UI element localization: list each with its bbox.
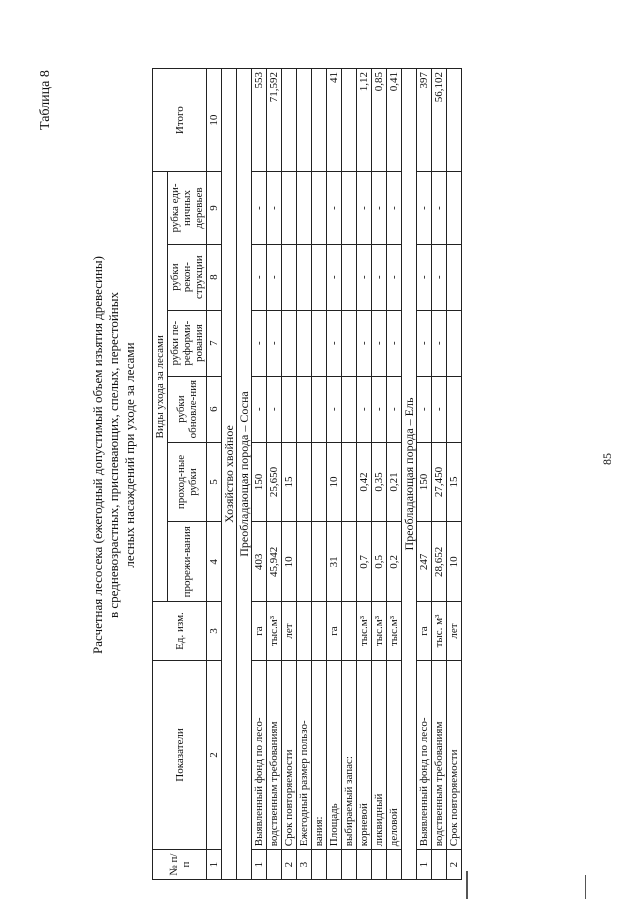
scan-mark — [466, 871, 468, 899]
value-cell: 403 — [252, 522, 267, 602]
value-cell: 553 — [252, 69, 267, 172]
value-cell: 10 — [327, 442, 342, 522]
table-row — [267, 69, 282, 880]
colnum-6: 6 — [207, 376, 222, 442]
value-cell — [312, 310, 327, 376]
value-cell — [447, 376, 462, 442]
value-cell: - — [432, 376, 447, 442]
colnum-2: 2 — [207, 660, 222, 849]
value-cell: 15 — [282, 442, 297, 522]
row-number — [432, 850, 447, 880]
row-number — [357, 850, 372, 880]
table-row — [312, 69, 327, 880]
table-body — [153, 69, 462, 880]
value-cell: - — [327, 244, 342, 310]
colnum-8: 8 — [207, 244, 222, 310]
unit-cell: лет — [447, 602, 462, 661]
table-row — [432, 69, 447, 880]
value-cell: - — [357, 244, 372, 310]
title-line-2: в средневозрастных, приспевающих, спелых, перестойных — [106, 292, 121, 618]
value-cell: 1,12 — [357, 69, 372, 172]
colnum-9: 9 — [207, 172, 222, 244]
unit-cell — [342, 602, 357, 661]
value-cell: 71,592 — [267, 69, 282, 172]
header-unit: Ед. изм. — [153, 602, 207, 661]
unit-cell: тыс.м³ — [387, 602, 402, 661]
row-number: 1 — [252, 850, 267, 880]
value-cell: - — [252, 310, 267, 376]
value-cell — [282, 172, 297, 244]
value-cell: 0,5 — [372, 522, 387, 602]
value-cell: - — [267, 172, 282, 244]
value-cell: 56,102 — [432, 69, 447, 172]
value-cell: - — [357, 310, 372, 376]
value-cell: 25,650 — [267, 442, 282, 522]
colnum-1: 1 — [207, 850, 222, 880]
value-cell: - — [387, 244, 402, 310]
value-cell — [342, 69, 357, 172]
header-care-types: Виды ухода за лесами — [153, 172, 168, 602]
value-cell — [342, 244, 357, 310]
table-title — [90, 155, 138, 755]
indicator-cell: Выявленный фонд по лесо- — [417, 660, 432, 849]
value-cell: - — [267, 376, 282, 442]
indicator-cell: Срок повторяемости — [447, 660, 462, 849]
row-number — [327, 850, 342, 880]
indicator-cell: водственным требованиям — [267, 660, 282, 849]
value-cell: - — [327, 310, 342, 376]
row-number: 1 — [417, 850, 432, 880]
row-number — [372, 850, 387, 880]
unit-cell: га — [417, 602, 432, 661]
value-cell — [312, 522, 327, 602]
section-row-spruce — [402, 69, 417, 880]
value-cell: - — [387, 310, 402, 376]
value-cell: - — [267, 244, 282, 310]
header-passage: проход-ные рубки — [168, 442, 207, 522]
unit-cell: тыс.м³ — [267, 602, 282, 661]
header-reformation: рубки пе-реформи-рования — [168, 310, 207, 376]
value-cell — [447, 69, 462, 172]
table-row — [342, 69, 357, 880]
header-renewal: рубки обновле-ния — [168, 376, 207, 442]
row-number — [312, 850, 327, 880]
value-cell: 10 — [282, 522, 297, 602]
value-cell — [447, 172, 462, 244]
table-row — [372, 69, 387, 880]
column-numbers-row — [207, 69, 222, 880]
indicator-cell: Ежегодный размер пользо- — [297, 660, 312, 849]
value-cell: 0,85 — [372, 69, 387, 172]
indicator-cell: Выявленный фонд по лесо- — [252, 660, 267, 849]
table-row — [357, 69, 372, 880]
value-cell: 0,2 — [387, 522, 402, 602]
value-cell: 0,42 — [357, 442, 372, 522]
table-row — [447, 69, 462, 880]
table-row — [252, 69, 267, 880]
colnum-10: 10 — [207, 69, 222, 172]
unit-cell: тыс.м³ — [357, 602, 372, 661]
value-cell: 45,942 — [267, 522, 282, 602]
header-thinning: прорежи-вания — [168, 522, 207, 602]
section-pine: Преобладающая порода – Сосна — [237, 69, 252, 880]
unit-cell: тыс. м³ — [432, 602, 447, 661]
section-spruce: Преобладающая порода – Ель — [402, 69, 417, 880]
value-cell: - — [417, 172, 432, 244]
colnum-3: 3 — [207, 602, 222, 661]
value-cell: 0,41 — [387, 69, 402, 172]
value-cell: - — [372, 376, 387, 442]
value-cell — [312, 69, 327, 172]
row-number — [267, 850, 282, 880]
title-line-3: лесных насаждений при уходе за лесами — [122, 342, 137, 568]
value-cell: - — [252, 172, 267, 244]
colnum-5: 5 — [207, 442, 222, 522]
allowable-cut-table — [152, 68, 462, 880]
value-cell — [312, 376, 327, 442]
header-num: № п/п — [153, 850, 207, 880]
value-cell: 31 — [327, 522, 342, 602]
value-cell: - — [357, 376, 372, 442]
value-cell: - — [417, 376, 432, 442]
page-number: 85 — [600, 453, 614, 465]
value-cell: 150 — [417, 442, 432, 522]
unit-cell: тыс.м³ — [372, 602, 387, 661]
value-cell: - — [357, 172, 372, 244]
scan-mark — [585, 875, 586, 899]
indicator-cell: корневой — [357, 660, 372, 849]
value-cell — [312, 172, 327, 244]
value-cell: 0,21 — [387, 442, 402, 522]
section-row-pine — [237, 69, 252, 880]
title-line-1: Расчетная лесосека (ежегодный допустимый объем изъятия древесины) — [90, 256, 105, 654]
value-cell: - — [327, 376, 342, 442]
value-cell — [342, 310, 357, 376]
table-row — [417, 69, 432, 880]
value-cell: 0,7 — [357, 522, 372, 602]
row-number — [342, 850, 357, 880]
value-cell — [312, 244, 327, 310]
value-cell: 15 — [447, 442, 462, 522]
value-cell: - — [252, 376, 267, 442]
value-cell — [282, 244, 297, 310]
unit-cell: га — [327, 602, 342, 661]
header-row — [153, 69, 168, 880]
unit-cell: лет — [282, 602, 297, 661]
value-cell: - — [252, 244, 267, 310]
value-cell: - — [432, 310, 447, 376]
value-cell: 397 — [417, 69, 432, 172]
value-cell: - — [387, 376, 402, 442]
header-indicator: Показатели — [153, 660, 207, 849]
value-cell — [342, 442, 357, 522]
value-cell: 10 — [447, 522, 462, 602]
table-row — [282, 69, 297, 880]
indicator-cell: вания: — [312, 660, 327, 849]
indicator-cell: Площадь — [327, 660, 342, 849]
value-cell — [297, 310, 312, 376]
colnum-4: 4 — [207, 522, 222, 602]
value-cell — [282, 69, 297, 172]
indicator-cell: водственным требованиям — [432, 660, 447, 849]
value-cell — [312, 442, 327, 522]
value-cell: - — [417, 244, 432, 310]
value-cell: 28,652 — [432, 522, 447, 602]
value-cell — [282, 310, 297, 376]
row-number — [387, 850, 402, 880]
value-cell — [342, 172, 357, 244]
value-cell — [447, 310, 462, 376]
value-cell: 27,450 — [432, 442, 447, 522]
value-cell: 247 — [417, 522, 432, 602]
unit-cell — [312, 602, 327, 661]
section-row-farm — [222, 69, 237, 880]
value-cell: - — [327, 172, 342, 244]
value-cell: - — [387, 172, 402, 244]
value-cell — [342, 376, 357, 442]
value-cell — [282, 376, 297, 442]
value-cell: - — [372, 244, 387, 310]
value-cell: - — [372, 310, 387, 376]
header-single-trees: рубка еди-ничных деревьев — [168, 172, 207, 244]
row-number: 2 — [282, 850, 297, 880]
colnum-7: 7 — [207, 310, 222, 376]
value-cell: 150 — [252, 442, 267, 522]
value-cell: - — [417, 310, 432, 376]
value-cell — [342, 522, 357, 602]
row-number: 2 — [447, 850, 462, 880]
value-cell — [297, 244, 312, 310]
header-total: Итого — [153, 69, 207, 172]
value-cell: - — [432, 172, 447, 244]
value-cell — [297, 376, 312, 442]
indicator-cell: выбираемый запас: — [342, 660, 357, 849]
section-farm: Хозяйство хвойное — [222, 69, 237, 880]
unit-cell — [297, 602, 312, 661]
table-label: Таблица 8 — [38, 70, 53, 130]
value-cell — [297, 522, 312, 602]
indicator-cell: деловой — [387, 660, 402, 849]
table-row — [387, 69, 402, 880]
table-row — [327, 69, 342, 880]
value-cell — [297, 69, 312, 172]
value-cell: 0,35 — [372, 442, 387, 522]
row-number: 3 — [297, 850, 312, 880]
value-cell — [447, 244, 462, 310]
indicator-cell: Срок повторяемости — [282, 660, 297, 849]
value-cell — [297, 172, 312, 244]
value-cell: - — [432, 244, 447, 310]
value-cell: - — [372, 172, 387, 244]
value-cell: 41 — [327, 69, 342, 172]
indicator-cell: ликвидный — [372, 660, 387, 849]
unit-cell: га — [252, 602, 267, 661]
value-cell — [297, 442, 312, 522]
header-reconstruction: рубки рекон-струкции — [168, 244, 207, 310]
table-row — [297, 69, 312, 880]
value-cell: - — [267, 310, 282, 376]
